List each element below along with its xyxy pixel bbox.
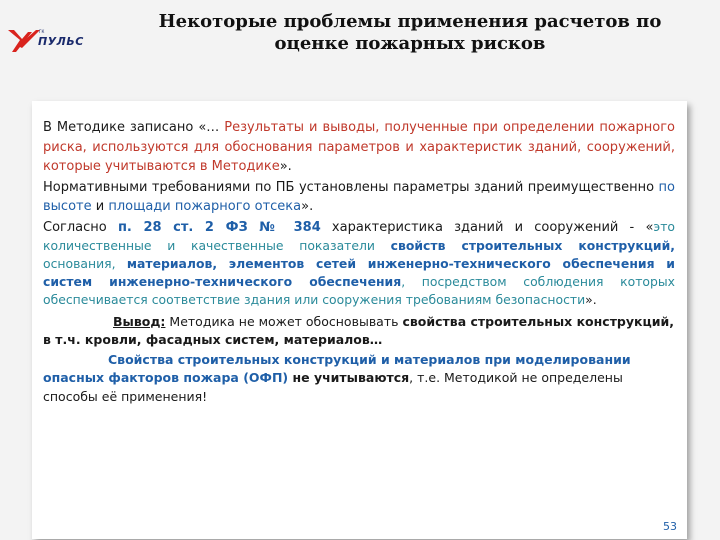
p1-quote: Результаты и выводы, полученные при определении пожарного риска, используются для обоснования параметров и характеристик зданий, сооружений, которые учитываются в Методике	[43, 120, 675, 174]
p3-materials: материалов, элементов сетей инженерно-технического обеспечения и систем инженерно-технического обеспечения	[43, 255, 675, 289]
paragraph-methodology-quote	[43, 118, 675, 177]
conclusion-roof: в т.ч. кровли, фасадных систем, материалов…	[43, 332, 383, 347]
title-line-1: Некоторые проблемы применения расчетов по	[158, 11, 662, 32]
slide-title	[130, 11, 690, 55]
p3-lead: Согласно	[43, 219, 118, 235]
p3-law-ref: п. 28 ст. 2 ФЗ № 384	[117, 219, 321, 235]
paragraph-normative-requirements	[43, 178, 675, 217]
page-number: 53	[663, 520, 677, 533]
p3-structures: свойств строительных конструкций,	[390, 237, 675, 253]
company-logo	[6, 26, 118, 56]
p1-end: ».	[279, 159, 292, 174]
paragraph-conclusion	[43, 313, 675, 350]
title-line-2: оценке пожарных рисков	[274, 33, 546, 54]
p3-quote-end: , посредством соблюдения которых обеспечивается соответствие здания или сооружения требованиям безопасности	[43, 273, 675, 307]
logo-brand-text: ПУЛЬС	[38, 35, 84, 48]
p2-area: площади пожарного отсека	[108, 199, 302, 214]
logo-tagline: ГК	[39, 29, 45, 34]
p1-lead: В Методике записано «…	[43, 120, 225, 135]
paragraph-federal-law	[43, 218, 675, 309]
ofp-end: , т.е. Методикой не определены способы её применения!	[43, 370, 623, 404]
paragraph-ofp	[43, 351, 675, 407]
p3-quote-start: это количественные и качественные показатели	[43, 218, 676, 253]
p3-end: ».	[585, 291, 597, 307]
p3-base: основания,	[43, 255, 127, 271]
conclusion-label: Вывод:	[113, 313, 166, 329]
p2-height: по высоте	[43, 179, 675, 214]
p2-and: и	[91, 199, 109, 214]
ofp-properties: Свойства строительных конструкций и материалов при моделировании опасных факторов пожара (ОФП)	[43, 351, 631, 385]
p2-lead: Нормативными требованиями по ПБ установлены параметры зданий преимущественно	[43, 179, 659, 195]
content-panel	[32, 101, 687, 539]
p3-text: характеристика зданий и сооружений - «	[320, 219, 654, 235]
conclusion-structures: свойства строительных конструкций,	[402, 313, 675, 329]
ofp-not-considered: не учитываются	[288, 370, 410, 385]
p2-end: ».	[301, 199, 314, 214]
conclusion-text: Методика не может обосновывать	[165, 313, 403, 329]
content-text	[43, 118, 675, 407]
